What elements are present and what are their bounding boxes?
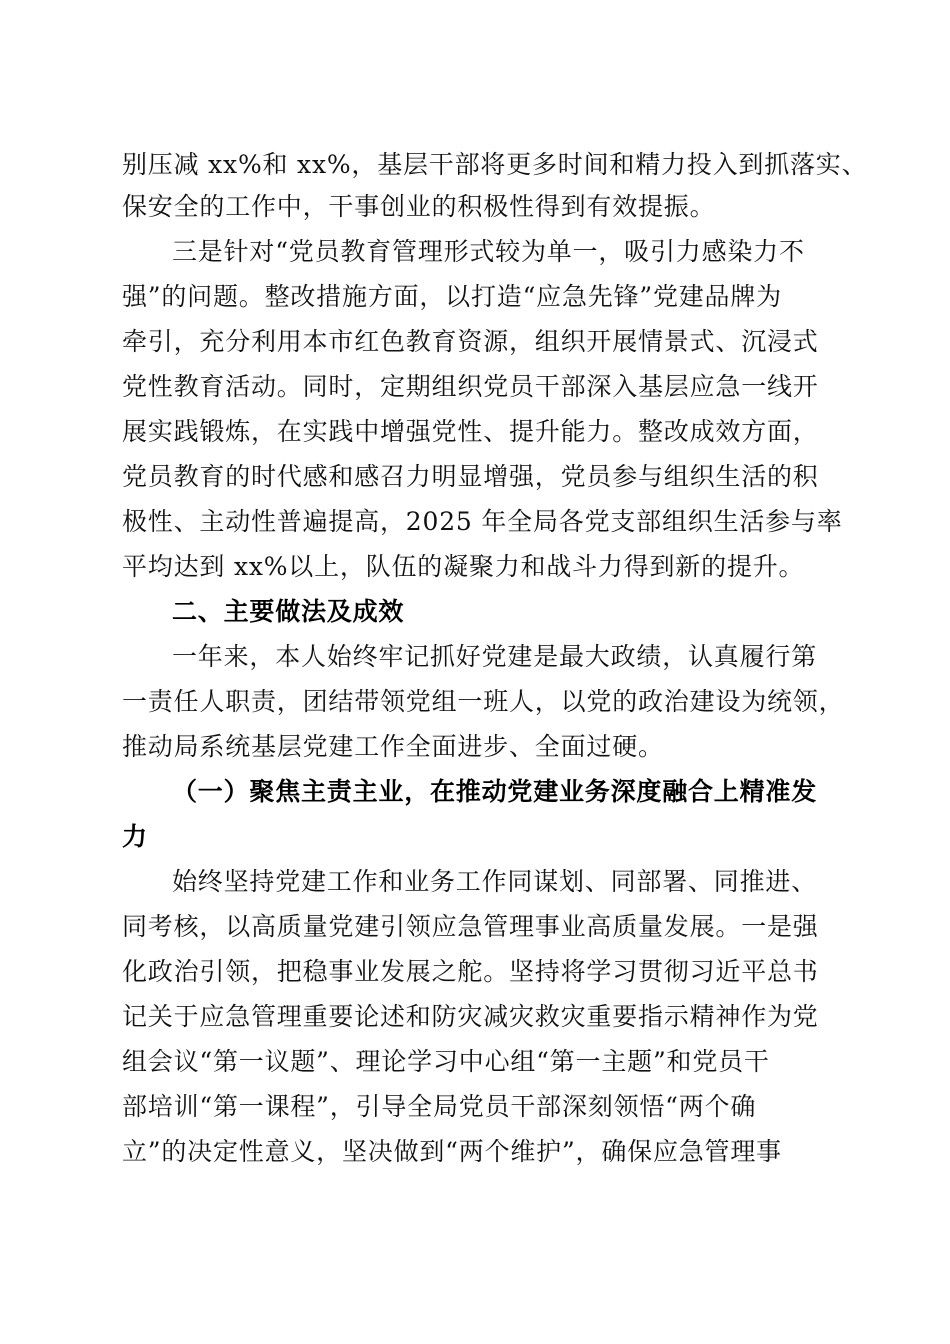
text-line: 极性、主动性普遍提高，2025 年全局各党支部组织生活参与率 [122, 507, 843, 536]
subsection-heading-continuation: 力 [122, 822, 148, 851]
text-line: 始终坚持党建工作和业务工作同谋划、同部署、同推进、 [172, 867, 818, 896]
text-line: 保安全的工作中，干事创业的积极性得到有效提振。 [122, 192, 716, 221]
text-line: 展实践锻炼，在实践中增强党性、提升能力。整改成效方面， [122, 417, 819, 446]
text-line: 平均达到 xx%以上，队伍的凝聚力和战斗力得到新的提升。 [122, 552, 805, 581]
subsection-heading: （一）聚焦主责主业，在推动党建业务深度融合上精准发 [172, 777, 818, 806]
text-line: 党员教育的时代感和感召力明显增强，党员参与组织生活的积 [122, 462, 819, 491]
text-line: 一年来，本人始终牢记抓好党建是最大政绩，认真履行第 [172, 642, 818, 671]
text-line: 一责任人职责，团结带领党组一班人，以党的政治建设为统领， [122, 687, 845, 716]
text-line: 强”的问题。整改措施方面，以打造“应急先锋”党建品牌为 [122, 282, 782, 311]
text-line: 党性教育活动。同时，定期组织党员干部深入基层应急一线开 [122, 372, 819, 401]
text-line: 三是针对“党员教育管理形式较为单一，吸引力感染力不 [172, 237, 805, 266]
text-line: 牵引，充分利用本市红色教育资源，组织开展情景式、沉浸式 [122, 327, 819, 356]
section-heading: 二、主要做法及成效 [172, 597, 405, 626]
text-line: 组会议“第一议题”、理论学习中心组“第一主题”和党员干 [122, 1047, 770, 1076]
text-line: 化政治引领，把稳事业发展之舵。坚持将学习贯彻习近平总书 [122, 957, 819, 986]
text-line: 立”的决定性意义，坚决做到“两个维护”，确保应急管理事 [122, 1137, 782, 1166]
text-line: 部培训“第一课程”，引导全局党员干部深刻领悟“两个确 [122, 1092, 757, 1121]
text-line: 别压减 xx%和 xx%，基层干部将更多时间和精力投入到抓落实、 [122, 150, 868, 179]
text-line: 推动局系统基层党建工作全面进步、全面过硬。 [122, 732, 664, 761]
text-line: 记关于应急管理重要论述和防灾减灾救灾重要指示精神作为党 [122, 1002, 819, 1031]
text-line: 同考核，以高质量党建引领应急管理事业高质量发展。一是强 [122, 912, 819, 941]
